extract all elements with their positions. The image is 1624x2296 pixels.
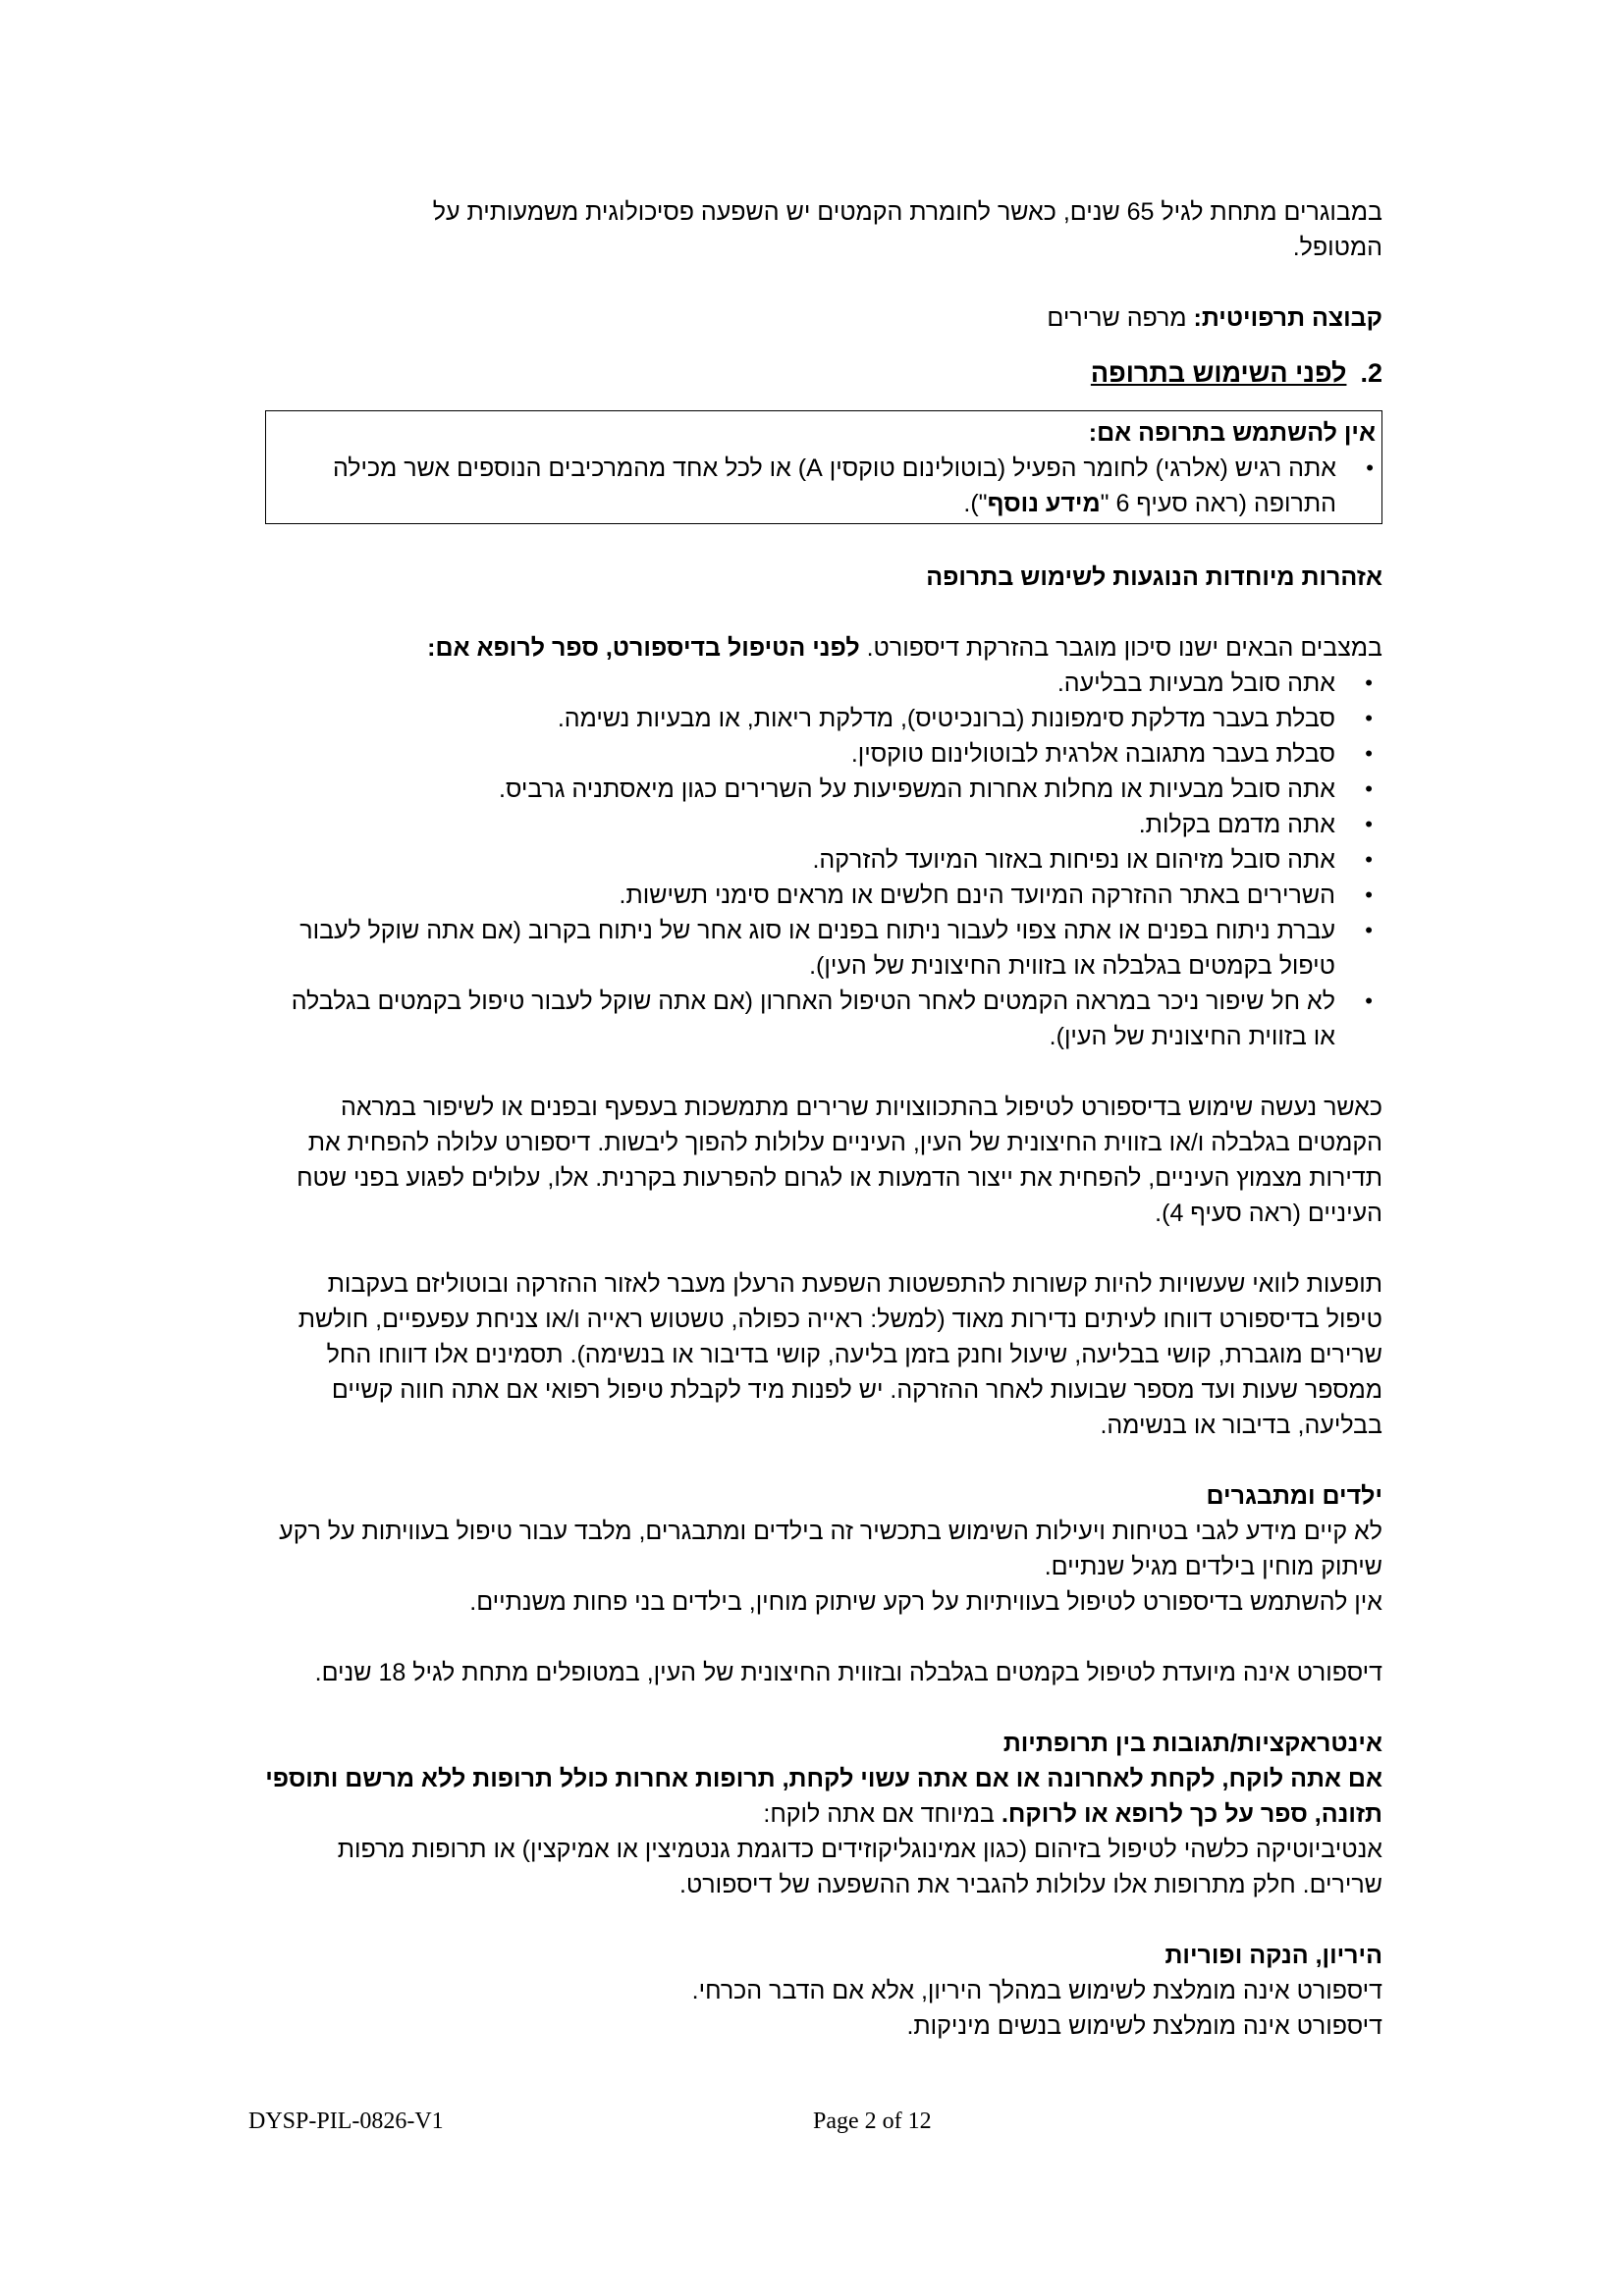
section-number: 2. xyxy=(1360,358,1382,388)
pregnancy-heading: היריון, הנקה ופוריות xyxy=(1164,1942,1382,1969)
section-title: לפני השימוש בתרופה xyxy=(1090,358,1347,388)
age-note: דיספורט אינה מיועדת לטיפול בקמטים בגלבלה ובזווית החיצונית של העין, במטופלים מתחת לגיל 18 שנים. xyxy=(314,1659,1382,1686)
warnings-list xyxy=(265,666,1382,1054)
therapeutic-group-value: מרפה שרירים xyxy=(1047,304,1194,332)
do-not-use-box xyxy=(265,410,1382,524)
intro-line-1: במבוגרים מתחת לגיל 65 שנים, כאשר לחומרת הקמטים יש השפעה פסיכולוגית משמעותית על xyxy=(432,198,1382,226)
warnings-heading: אזהרות מיוחדות הנוגעות לשימוש בתרופה xyxy=(926,563,1382,591)
list-item: • סבלת בעבר מדלקת סימפונות (ברונכיטיס), מדלקת ריאות, או מבעיות נשימה. xyxy=(265,701,1335,736)
interactions-heading: אינטראקציות/תגובות בין תרופתיות xyxy=(1002,1730,1382,1757)
page-footer xyxy=(0,2109,1624,2138)
children-line-1: לא קיים מידע לגבי בטיחות ויעילות השימוש בתכשיר זה בילדים ומתבגרים, מלבד עבור טיפול בעוויתות על רקע שיתוק מוחין בילדים מגיל שנתיים. xyxy=(279,1518,1382,1580)
pregnancy-line-2: דיספורט אינה מומלצת לשימוש בנשים מיניקות. xyxy=(906,2012,1382,2040)
interactions-intro: אם אתה לוקח, לקחת לאחרונה או אם אתה עשוי לקחת, תרופות אחרות כולל תרופות ללא מרשם ותוספי תזונה, ספר על כך לרופא או לרוקח. במיוחד אם אתה לוקח: xyxy=(265,1765,1382,1828)
do-not-use-item: • אתה רגיש (אלרגי) לחומר הפעיל (בוטולינום טוקסין A) או לכל אחד מהמרכיבים הנוספים אשר מכילה התרופה (ראה סעיף 6 "מידע נוסף"). xyxy=(272,451,1336,521)
therapeutic-group-label: קבוצה תרפויטית: xyxy=(1193,304,1382,332)
do-not-use-list xyxy=(272,451,1376,521)
list-item: • אתה מדמם בקלות. xyxy=(265,807,1335,842)
document-code: DYSP-PIL-0826-V1 xyxy=(248,2109,444,2134)
list-item: • אתה סובל מזיהום או נפיחות באזור המיועד להזרקה. xyxy=(265,842,1335,878)
do-not-use-heading: אין להשתמש בתרופה אם: xyxy=(1088,419,1376,447)
warnings-intro: במצבים הבאים ישנו סיכון מוגבר בהזרקת דיספורט. לפני הטיפול בדיספורט, ספר לרופא אם: xyxy=(427,634,1382,662)
interactions-body: אנטיביוטיקה כלשהי לטיפול בזיהום (כגון אמינוגליקוזידים כדוגמת גנטמיצין או אמיקצין) או תרופות מרפות שרירים. חלק מתרופות אלו עלולות להגביר את ההשפעה של דיספורט. xyxy=(337,1836,1382,1898)
botulism-paragraph: תופעות לוואי שעשויות להיות קשורות להתפשטות השפעת הרעלן מעבר לאזור ההזרקה ובוטוליזם בעקבות טיפול בדיספורט דווחו לעיתים נדירות מאוד (למשל: ראייה כפולה, טשטוש ראייה ו/או צניחת עפעפיים, חולשת שרירים מוגברת, קושי בבליעה, שיעול וחנק בזמן בליעה, קושי בדיבור או בנשימה). תסמינים אלו דווחו החל ממספר שעות ועד מספר שבועות לאחר ההזרקה. יש לפנות מיד לקבלת טיפול רפואי אם אתה חווה קשיים בבליעה, בדיבור או בנשימה. xyxy=(298,1270,1382,1439)
section-heading xyxy=(265,355,1382,391)
children-heading: ילדים ומתבגרים xyxy=(1206,1482,1382,1510)
pregnancy-line-1: דיספורט אינה מומלצת לשימוש במהלך היריון, אלא אם הדבר הכרחי. xyxy=(691,1977,1382,2004)
list-item: • לא חל שיפור ניכר במראה הקמטים לאחר הטיפול האחרון (אם אתה שוקל לעבור טיפול בקמטים בגלבלה או בזווית החיצונית של העין). xyxy=(265,984,1335,1054)
list-item: • אתה סובל מבעיות בבליעה. xyxy=(265,666,1335,701)
list-item: • עברת ניתוח בפנים או אתה צפוי לעבור ניתוח בפנים או סוג אחר של ניתוח בקרוב (אם אתה שוקל לעבור טיפול בקמטים בגלבלה או בזווית החיצונית של העין). xyxy=(265,913,1335,984)
document-body xyxy=(265,194,1382,2044)
children-line-2: אין להשתמש בדיספורט לטיפול בעוויתיות על רקע שיתוק מוחין, בילדים בני פחות משנתיים. xyxy=(469,1588,1382,1616)
therapeutic-group xyxy=(265,300,1382,336)
eyes-paragraph: כאשר נעשה שימוש בדיספורט לטיפול בהתכווצויות שרירים מתמשכות בעפעף ובפנים או לשיפור במראה הקמטים בגלבלה ו/או בזווית החיצונית של העין, העיניים עלולות להפוך ליבשות. דיספורט עלולה להפחית את תדירות מצמוץ העיניים, להפחית את ייצור הדמעות או לגרום להפרעות בקרנית. אלו, עלולים לפגוע בפני שטח העיניים (ראה סעיף 4). xyxy=(297,1094,1382,1227)
page-number: Page 2 of 12 xyxy=(813,2109,932,2134)
list-item: • אתה סובל מבעיות או מחלות אחרות המשפיעות על השרירים כגון מיאסתניה גרביס. xyxy=(265,772,1335,807)
intro-line-2: המטופל. xyxy=(1292,234,1382,261)
list-item: • סבלת בעבר מתגובה אלרגית לבוטולינום טוקסין. xyxy=(265,736,1335,772)
list-item: • השרירים באתר ההזרקה המיועד הינם חלשים או מראים סימני תשישות. xyxy=(265,878,1335,913)
more-info-ref: מידע נוסף xyxy=(987,490,1101,517)
